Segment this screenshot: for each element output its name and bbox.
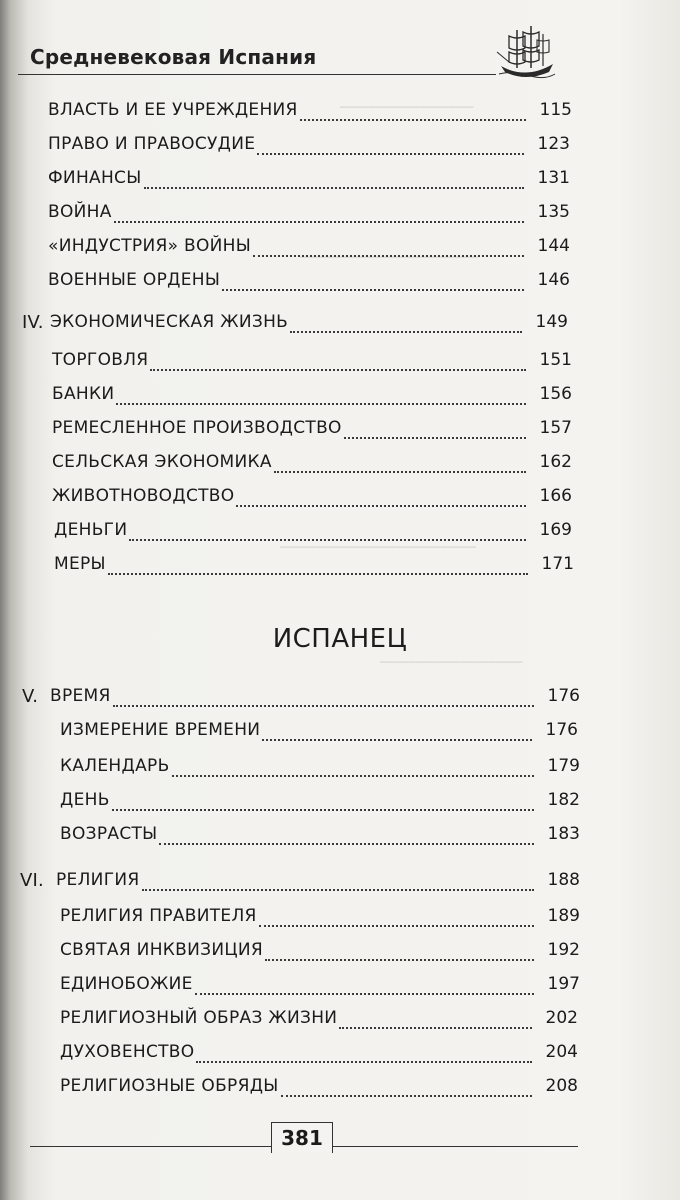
dot-leader [274,471,526,473]
dot-leader [144,187,524,189]
toc-page-number: 182 [547,790,580,810]
toc-page-number: 162 [539,452,572,472]
dot-leader [290,331,522,333]
toc-page-number: 135 [537,202,570,222]
toc-page-number: 183 [547,824,580,844]
toc-page-number: 144 [537,236,570,256]
section-title: ИСПАНЕЦ [272,624,408,654]
running-head: Средневековая Испания [30,45,317,69]
toc-entry [0,384,680,414]
toc-entry [0,418,680,448]
toc-entry [0,1008,680,1038]
toc-page-number: 188 [547,870,580,890]
dot-leader [196,1061,532,1063]
toc-entry [0,906,680,936]
toc-entry-title: РЕЛИГИЯ [56,870,140,890]
toc-entry-title: СВЯТАЯ ИНКВИЗИЦИЯ [60,940,263,960]
dot-leader [259,925,534,927]
toc-page-number: 171 [541,554,574,574]
chapter-number: V. [22,686,39,707]
toc-entry [0,134,680,164]
dot-leader [257,153,524,155]
dot-leader [281,1095,532,1097]
dot-leader [116,403,526,405]
toc-page-number: 157 [539,418,572,438]
toc-entry-title: КАЛЕНДАРЬ [60,756,170,776]
toc-entry-title: РЕМЕСЛЕННОЕ ПРОИЗВОДСТВО [52,418,342,438]
toc-entry-title: ЖИВОТНОВОДСТВО [52,486,235,506]
toc-page-number: 149 [535,312,568,332]
toc-page-number: 189 [547,906,580,926]
dot-leader [222,289,524,291]
toc-entry-title: ВЛАСТЬ И ЕЕ УЧРЕЖДЕНИЯ [48,100,298,120]
toc-entry [0,686,680,716]
toc-page-number: 123 [537,134,570,154]
toc-entry-title: ФИНАНСЫ [48,168,142,188]
toc-entry-title: ЕДИНОБОЖИЕ [60,974,193,994]
dot-leader [262,739,532,741]
toc-entry [0,940,680,970]
toc-entry-title: ПРАВО И ПРАВОСУДИЕ [48,134,256,154]
toc-page-number: 197 [547,974,580,994]
chapter-number: VI. [20,870,44,891]
dot-leader [265,959,534,961]
toc-entry [0,520,680,550]
dot-leader [142,889,535,891]
toc-entry-title: ДЕНЬ [60,790,110,810]
toc-entry-title: РЕЛИГИОЗНЫЕ ОБРЯДЫ [60,1076,279,1096]
show-through-text: ─────────────── [340,100,474,116]
toc-page-number: 156 [539,384,572,404]
dot-leader [150,369,526,371]
toc-entry [0,202,680,232]
dot-leader [108,573,528,575]
dot-leader [129,539,526,541]
toc-entry [0,554,680,584]
toc-page-number: 208 [545,1076,578,1096]
toc-entry [0,168,680,198]
toc-entry [0,790,680,820]
chapter-number: IV. [22,312,44,333]
toc-entry [0,756,680,786]
toc-entry-title: ВОЕННЫЕ ОРДЕНЫ [48,270,221,290]
toc-entry-title: ВРЕМЯ [50,686,111,706]
toc-entry [0,350,680,380]
show-through-text: ──────────────── [380,655,523,671]
dot-leader [236,505,526,507]
dot-leader [172,775,534,777]
dot-leader [113,705,534,707]
toc-entry-title: ТОРГОВЛЯ [52,350,149,370]
dot-leader [195,993,534,995]
toc-entry-title: ДУХОВЕНСТВО [60,1042,195,1062]
toc-page-number: 202 [545,1008,578,1028]
toc-page-number: 131 [537,168,570,188]
toc-entry-title: БАНКИ [52,384,115,404]
toc-entry-title: ИЗМЕРЕНИЕ ВРЕМЕНИ [60,720,261,740]
toc-page-number: 179 [547,756,580,776]
toc-page-number: 115 [539,100,572,120]
toc-entry [0,236,680,266]
dot-leader [339,1027,532,1029]
toc-entry [0,824,680,854]
toc-page-number: 176 [545,720,578,740]
toc-entry [0,870,680,900]
toc-entry [0,100,680,130]
dot-leader [112,809,534,811]
dot-leader [253,255,524,257]
toc-entry [0,974,680,1004]
toc-entry-title: ДЕНЬГИ [54,520,128,540]
show-through-text: ────────────────────── [280,540,477,556]
toc-entry-title: РЕЛИГИОЗНЫЙ ОБРАЗ ЖИЗНИ [60,1008,338,1028]
toc-entry-title: СЕЛЬСКАЯ ЭКОНОМИКА [52,452,272,472]
toc-entry [0,1076,680,1106]
toc-page-number: 146 [537,270,570,290]
toc-page-number: 192 [547,940,580,960]
toc-entry-title: МЕРЫ [54,554,106,574]
toc-entry [0,486,680,516]
toc-entry-title: «ИНДУСТРИЯ» ВОЙНЫ [48,236,252,256]
dot-leader [159,843,534,845]
toc-page-number: 166 [539,486,572,506]
dot-leader [300,119,526,121]
toc-entry [0,312,680,342]
toc-entry [0,270,680,300]
toc-entry-title: ЭКОНОМИЧЕСКАЯ ЖИЗНЬ [50,312,289,332]
toc-page-number: 176 [547,686,580,706]
page-number: 381 [271,1122,333,1153]
toc-entry-title: РЕЛИГИЯ ПРАВИТЕЛЯ [60,906,257,926]
toc-page-number: 151 [539,350,572,370]
toc-entry-title: ВОЙНА [48,202,112,222]
toc-entry [0,452,680,482]
toc-page-number: 204 [545,1042,578,1062]
show-through-text: ──────────────────── [300,250,479,266]
dot-leader [114,221,524,223]
dot-leader [344,437,526,439]
toc-entry-title: ВОЗРАСТЫ [60,824,158,844]
toc-entry [0,1042,680,1072]
toc-page-number: 169 [539,520,572,540]
toc-entry [0,720,680,750]
